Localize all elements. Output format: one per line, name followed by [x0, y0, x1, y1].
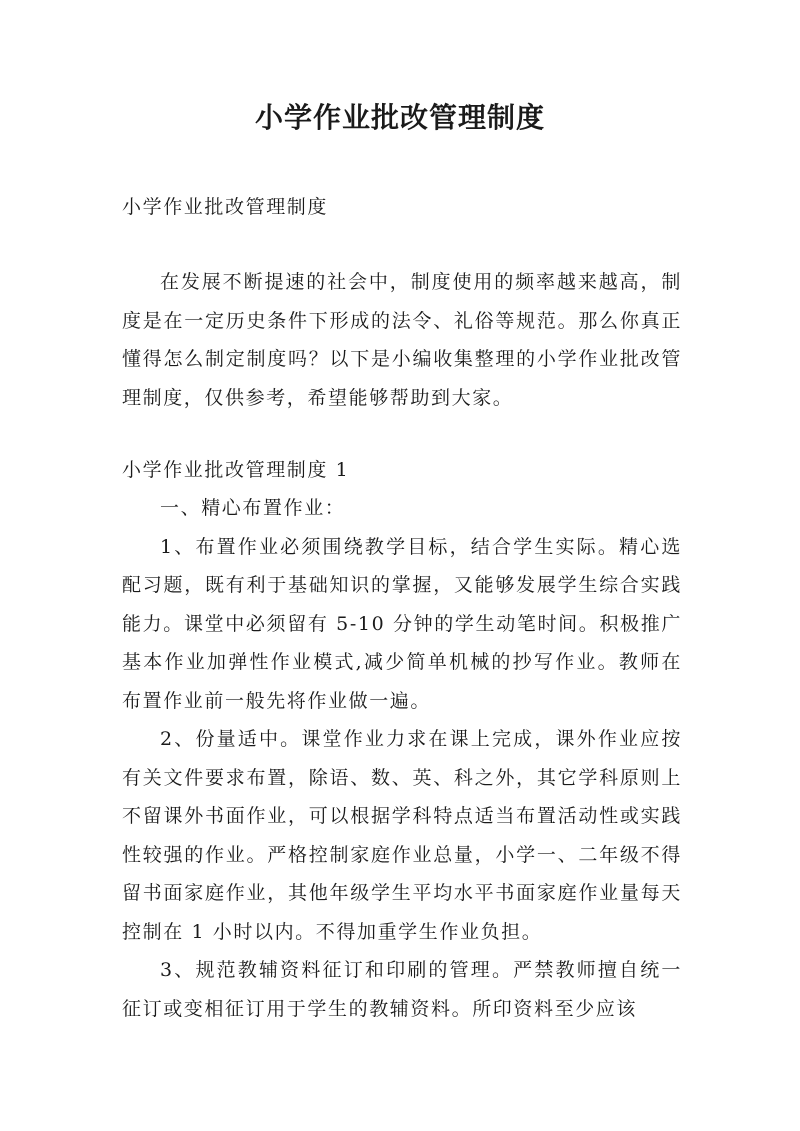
paragraph-item-1: 1、布置作业必须围绕教学目标，结合学生实际。精心选配习题，既有利于基础知识的掌握，又能够发展学生综合实践能力。课堂中必须留有 5-10 分钟的学生动笔时间。积极推广基本作业加弹性作业模式,减少简单机械的抄写作业。教师在布置作业前一般先将作业做一遍。 [122, 535, 682, 712]
document-subtitle: 小学作业批改管理制度 [122, 196, 329, 218]
document-title: 小学作业批改管理制度 [254, 101, 545, 134]
heading-assign-homework: 一、精心布置作业： [160, 497, 346, 519]
paragraph-item-3: 3、规范教辅资料征订和印刷的管理。严禁教师擅自统一征订或变相征订用于学生的教辅资料。所印资料至少应该 [122, 959, 682, 1020]
section-content [122, 489, 682, 1028]
paragraph-item-2: 2、份量适中。课堂作业力求在课上完成，课外作业应按有关文件要求布置，除语、数、英、科之外，其它学科原则上不留课外书面作业，可以根据学科特点适当布置活动性或实践性较强的作业。严格控制家庭作业总量，小学一、二年级不得留书面家庭作业，其他年级学生平均水平书面家庭作业量每天控制在 1 小时以内。不得加重学生作业负担。 [122, 728, 682, 943]
intro-paragraph: 在发展不断提速的社会中，制度使用的频率越来越高，制度是在一定历史条件下形成的法令、礼俗等规范。那么你真正懂得怎么制定制度吗？以下是小编收集整理的小学作业批改管理制度，仅供参考，希望能够帮助到大家。 [122, 271, 682, 409]
section-title: 小学作业批改管理制度 1 [122, 459, 350, 481]
